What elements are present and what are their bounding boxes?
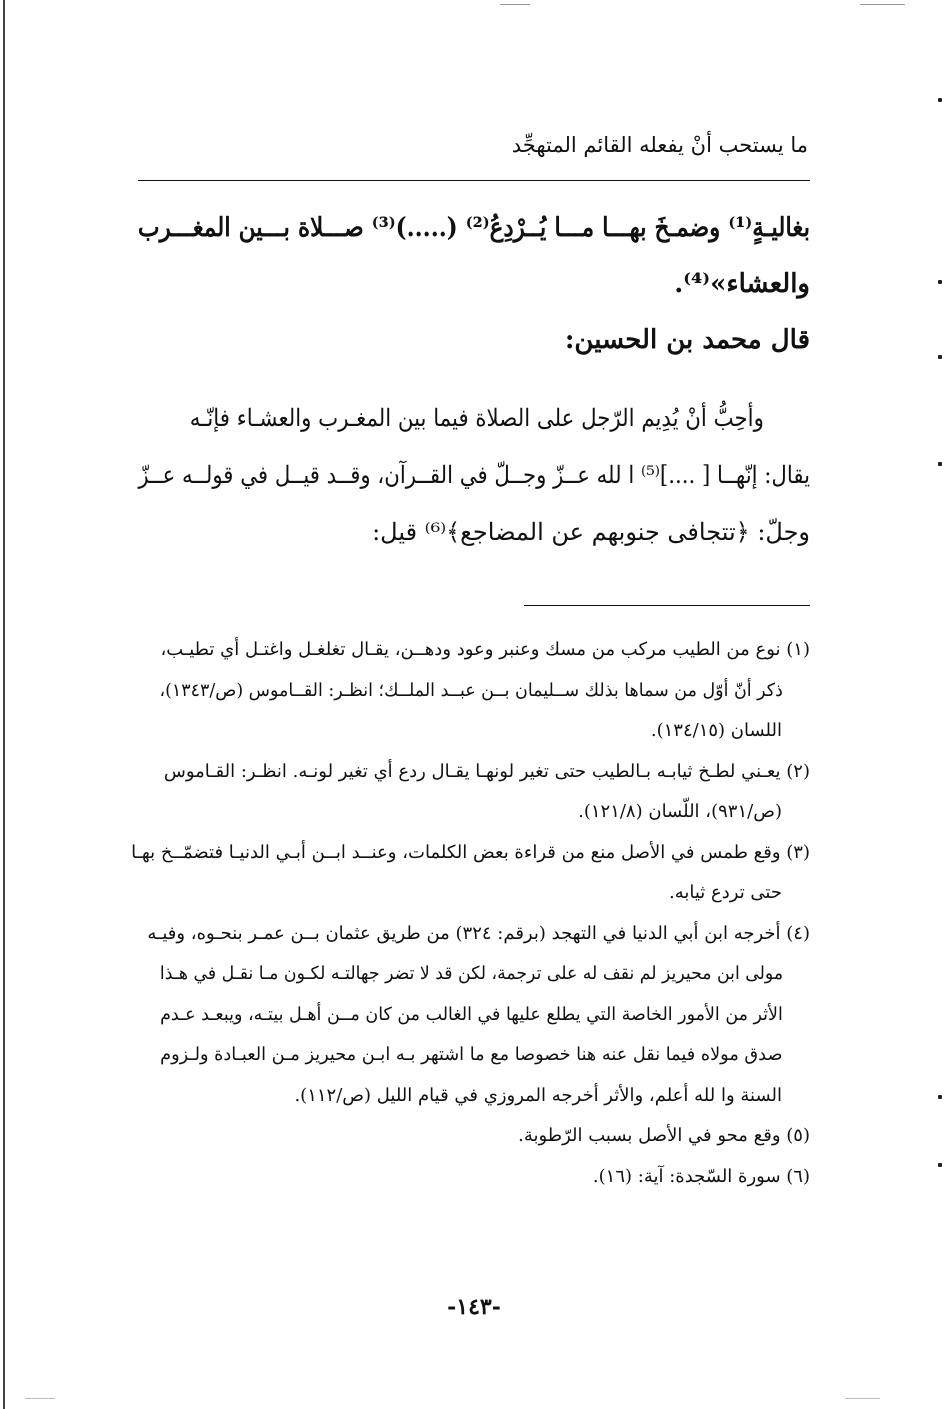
main-text-block	[138, 200, 810, 312]
scan-mark	[938, 98, 942, 102]
footnote-5	[132, 1116, 810, 1157]
scan-mark	[938, 1095, 942, 1099]
footnote-line: مولى ابن محيريز لم نقف له على ترجمة، لكن قد لا تضر جهالتـه لكـون مـا نقـل في هـذا	[159, 963, 784, 984]
scan-mark	[938, 1163, 942, 1167]
footnote-line: (٥) وقع محو في الأصل بسبب الرّطوبة.	[518, 1125, 810, 1146]
footnote-line: صدق مولاه فيما نقل عنه هنا خصوصا مع ما اشتهر بـه ابـن محيريز مـن العبـادة ولـزوم	[160, 1044, 783, 1065]
footnote-line: اللسان (١٣٤/١٥).	[650, 720, 782, 741]
footnote-line: ذكر أنّ أوّل من سماها بذلك ســليمان بــن عبــد الملــك؛ انظـر: القــاموس (ص/١٣٤٣)،	[159, 679, 783, 701]
footnote-line: (٣) وقع طمس في الأصل منع من قراءة بعض الكلمات، وعنــد ابــن أبـي الدنيـا فتضمّــخ بهـا	[131, 841, 810, 863]
footnotes	[132, 630, 810, 1197]
running-header: ما يستحب أنْ يفعله القائم المتهجِّد	[511, 133, 808, 157]
footnote-line: السنة وا لله أعلم، والأثر أخرجه المروزي في قيام الليل (ص/١١٢).	[294, 1084, 782, 1106]
page-number: -١٤٣-	[447, 1294, 501, 1320]
footnote-line: (١) نوع من الطيب مركب من مسك وعنبر وعود ودهــن، يقـال تغلغـل واغتـل أي تطيـب،	[160, 639, 810, 660]
footnote-2	[132, 752, 810, 833]
header-rule	[138, 180, 810, 181]
scan-tick	[25, 1398, 55, 1399]
footnote-6	[132, 1157, 810, 1198]
paragraph-line: يقال: إنّهــا [ ....]⁽⁵⁾ ا لله عــزّ وجــلّ في القــرآن، وقــد قيــل في قولــه عــزّ	[138, 461, 810, 489]
section-heading: قال محمد بن الحسين:	[564, 325, 810, 355]
footnote-line: (٤) أخرجه ابن أبي الدنيا في التهجد (برقم: ٣٢٤) من طريق عثمان بــن عمـر بنحـوه، وفيـه	[147, 922, 810, 944]
footnote-line: (٦) سورة السّجدة: آية: (١٦).	[592, 1165, 810, 1187]
main-text-line: والعشاء»⁽⁴⁾.	[674, 269, 810, 299]
scan-mark	[938, 280, 942, 284]
footnote-4	[132, 914, 810, 1117]
scan-mark	[938, 462, 942, 466]
footnote-line: حتى تردع ثيابه.	[668, 882, 782, 903]
footnote-3	[132, 833, 810, 914]
scan-tick	[845, 1398, 880, 1399]
footnote-separator	[524, 605, 810, 606]
scan-edge-line	[3, 0, 5, 1409]
main-text-line: بغاليـةٍ⁽¹⁾ وضمـخَ بهـــا مـــا يُــرْدِعُ⁽²⁾ (.....)⁽³⁾ صـــلاة بـــين المغـــرب	[137, 213, 810, 243]
body-paragraph	[138, 390, 810, 561]
footnote-1	[132, 630, 810, 752]
paragraph-line: وجلّ: ﴿تتجافى جنوبهم عن المضاجع﴾⁽⁶⁾ قيل:	[372, 518, 810, 546]
paragraph-line: وأحِبُّ أنْ يُدِيم الرّجل على الصلاة فيما بين المغـرب والعشـاء فإنّـه	[189, 404, 764, 432]
scan-tick	[500, 4, 530, 5]
footnote-line: (٢) يعـني لطـخ ثيابـه بـالطيب حتى تغير لونهـا يقـال ردع أي تغير لونـه. انظـر: القـاموس	[163, 760, 810, 782]
scan-tick	[860, 4, 905, 5]
scan-mark	[938, 355, 942, 359]
footnote-line: الأثر من الأمور الخاصة التي يطلع عليها في الغالب من كان مــن أهـل بيتـه، ويبعـد عـدم	[160, 1003, 783, 1025]
footnote-line: (ص/٩٣١)، اللّسان (١٢١/٨).	[578, 801, 782, 822]
